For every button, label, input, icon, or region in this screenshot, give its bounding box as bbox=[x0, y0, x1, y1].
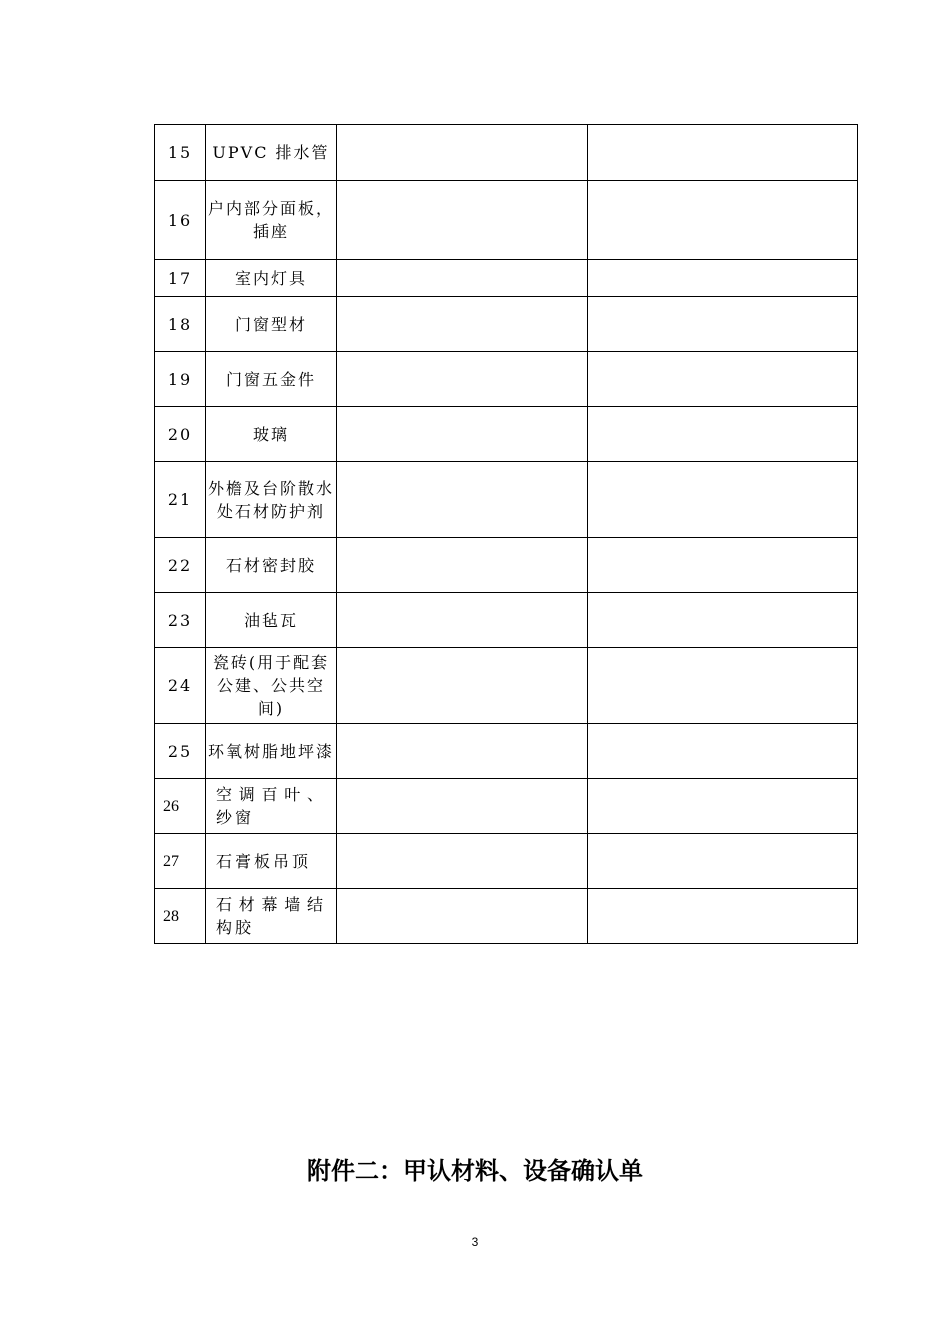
blank-cell bbox=[337, 779, 588, 834]
blank-cell bbox=[588, 834, 858, 889]
table-row bbox=[155, 593, 858, 648]
blank-cell bbox=[337, 352, 588, 407]
table-row bbox=[155, 538, 858, 593]
material-name: 石材密封胶 bbox=[206, 538, 337, 593]
row-number: 24 bbox=[155, 648, 206, 724]
row-number: 18 bbox=[155, 297, 206, 352]
table-row bbox=[155, 648, 858, 724]
material-name: 环氧树脂地坪漆 bbox=[206, 724, 337, 779]
row-number: 21 bbox=[155, 462, 206, 538]
blank-cell bbox=[588, 297, 858, 352]
blank-cell bbox=[588, 593, 858, 648]
material-name: 空调百叶、纱窗 bbox=[206, 779, 337, 834]
material-name: 门窗五金件 bbox=[206, 352, 337, 407]
table-row bbox=[155, 260, 858, 297]
row-number: 25 bbox=[155, 724, 206, 779]
materials-table bbox=[154, 124, 858, 944]
row-number: 19 bbox=[155, 352, 206, 407]
row-number: 28 bbox=[155, 889, 206, 944]
blank-cell bbox=[337, 407, 588, 462]
table-row bbox=[155, 779, 858, 834]
table-row bbox=[155, 181, 858, 260]
table-row bbox=[155, 462, 858, 538]
material-name: 玻璃 bbox=[206, 407, 337, 462]
blank-cell bbox=[337, 538, 588, 593]
row-number: 22 bbox=[155, 538, 206, 593]
blank-cell bbox=[588, 462, 858, 538]
material-name: 门窗型材 bbox=[206, 297, 337, 352]
blank-cell bbox=[588, 538, 858, 593]
blank-cell bbox=[337, 889, 588, 944]
section-title: 附件二：甲认材料、设备确认单 bbox=[307, 1157, 643, 1185]
blank-cell bbox=[337, 181, 588, 260]
row-number: 27 bbox=[155, 834, 206, 889]
blank-cell bbox=[337, 593, 588, 648]
blank-cell bbox=[337, 297, 588, 352]
material-name: 外檐及台阶散水处石材防护剂 bbox=[206, 462, 337, 538]
blank-cell bbox=[337, 462, 588, 538]
blank-cell bbox=[337, 125, 588, 181]
row-number: 20 bbox=[155, 407, 206, 462]
blank-cell bbox=[337, 724, 588, 779]
table-row bbox=[155, 834, 858, 889]
material-name: 户内部分面板，插座 bbox=[206, 181, 337, 260]
blank-cell bbox=[588, 260, 858, 297]
table-row bbox=[155, 297, 858, 352]
row-number: 15 bbox=[155, 125, 206, 181]
blank-cell bbox=[337, 260, 588, 297]
blank-cell bbox=[337, 834, 588, 889]
row-number: 23 bbox=[155, 593, 206, 648]
blank-cell bbox=[588, 407, 858, 462]
table-row bbox=[155, 889, 858, 944]
blank-cell bbox=[588, 648, 858, 724]
table-row bbox=[155, 352, 858, 407]
row-number: 26 bbox=[155, 779, 206, 834]
material-name: 石材幕墙结构胶 bbox=[206, 889, 337, 944]
blank-cell bbox=[588, 181, 858, 260]
blank-cell bbox=[588, 889, 858, 944]
page-number: 3 bbox=[471, 1235, 479, 1249]
table-row bbox=[155, 724, 858, 779]
material-name: 油毡瓦 bbox=[206, 593, 337, 648]
row-number: 16 bbox=[155, 181, 206, 260]
blank-cell bbox=[588, 125, 858, 181]
row-number: 17 bbox=[155, 260, 206, 297]
blank-cell bbox=[588, 724, 858, 779]
table-row bbox=[155, 125, 858, 181]
blank-cell bbox=[588, 352, 858, 407]
material-name: 石膏板吊顶 bbox=[206, 834, 337, 889]
blank-cell bbox=[588, 779, 858, 834]
material-name: 室内灯具 bbox=[206, 260, 337, 297]
blank-cell bbox=[337, 648, 588, 724]
material-name: UPVC 排水管 bbox=[206, 125, 337, 181]
table-row bbox=[155, 407, 858, 462]
material-name: 瓷砖(用于配套公建、公共空间) bbox=[206, 648, 337, 724]
